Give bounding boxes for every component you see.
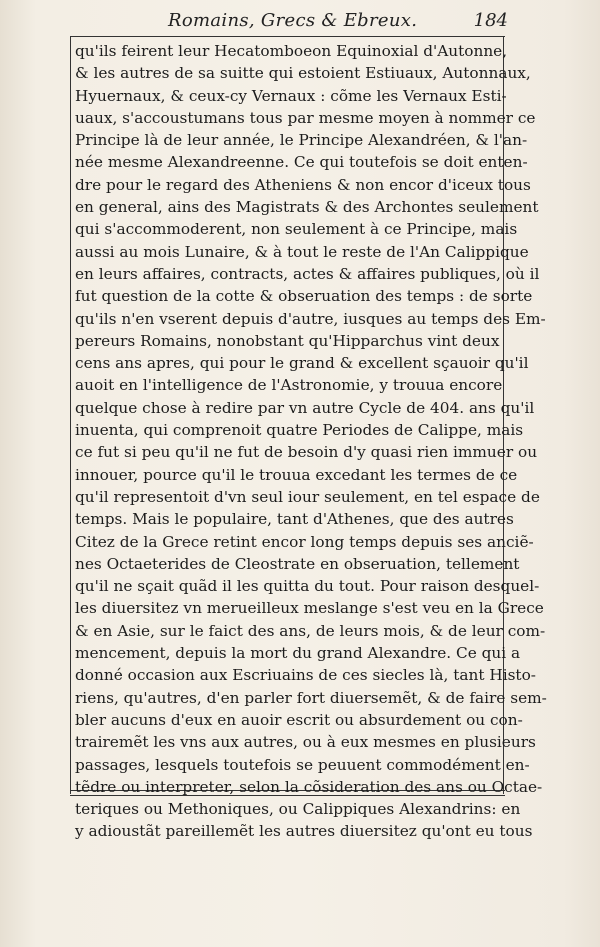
text-line: auoit en l'intelligence de l'Astronomie, y trouua encore <box>75 376 503 395</box>
text-line: en general, ains des Magistrats & des Archontes seulement <box>75 198 539 217</box>
text-line: Principe là de leur année, le Principe Alexandréen, & l'an- <box>75 131 528 150</box>
page-number: 184 <box>473 10 508 31</box>
text-line: nes Octaeterides de Cleostrate en obseruation, tellement <box>75 554 520 573</box>
text-line: aussi au mois Lunaire, & à tout le reste de l'An Calippique <box>75 242 529 261</box>
body-text <box>75 40 547 843</box>
text-line: trairemẽt les vns aux autres, ou à eux mesmes en plusieurs <box>75 733 536 752</box>
text-line: donné occasion aux Escriuains de ces siecles là, tant Histo- <box>75 666 536 685</box>
text-line: dre pour le regard des Atheniens & non encor d'iceux tous <box>75 175 531 194</box>
text-line: née mesme Alexandreenne. Ce qui toutefois se doit enten- <box>75 153 528 172</box>
text-line: cens ans apres, qui pour le grand & excellent sçauoir qu'il <box>75 354 529 373</box>
text-line: mencement, depuis la mort du grand Alexandre. Ce qui a <box>75 644 521 663</box>
text-line: Citez de la Grece retint encor long temps depuis ses anciẽ- <box>75 532 534 551</box>
text-line: qu'ils n'en vserent depuis d'autre, iusques au temps des Em- <box>75 309 546 328</box>
text-line: & les autres de sa suitte qui estoient Estiuaux, Autonnaux, <box>75 64 531 83</box>
text-line: y adioustãt pareillemẽt les autres diuersitez qu'ont eu tous <box>75 822 533 841</box>
text-line: Hyuernaux, & ceux-cy Vernaux : cõme les Vernaux Esti- <box>75 86 507 105</box>
text-line: quelque chose à redire par vn autre Cycle de 404. ans qu'il <box>75 398 535 417</box>
text-line: inuenta, qui comprenoit quatre Periodes de Calippe, mais <box>75 421 524 440</box>
text-line: teriques ou Methoniques, ou Calippiques Alexandrins: en <box>75 800 521 819</box>
text-line: les diuersitez vn merueilleux meslange s'est veu en la Grece <box>75 599 544 618</box>
text-line: qui s'accommoderent, non seulement à ce Principe, mais <box>75 220 518 239</box>
running-title: Romains, Grecs & Ebreux. <box>168 10 418 31</box>
text-line: uaux, s'accoustumans tous par mesme moyen à nommer ce <box>75 108 536 127</box>
text-line: riens, qu'autres, d'en parler fort diuersemẽt, & de faire sem- <box>75 688 547 707</box>
text-line: fut question de la cotte & obseruation des temps : de sorte <box>75 287 533 306</box>
text-line: qu'ils feirent leur Hecatomboeon Equinoxial d'Autonne, <box>75 42 508 60</box>
text-line: ce fut si peu qu'il ne fut de besoin d'y quasi rien immuer ou <box>75 443 538 462</box>
text-line: qu'il ne sçait quãd il les quitta du tout. Pour raison desquel- <box>75 577 540 596</box>
text-line: passages, lesquels toutefois se peuuent commodément en- <box>75 755 530 774</box>
text-line: & en Asie, sur le faict des ans, de leurs mois, & de leur com- <box>75 621 546 640</box>
text-line: tẽdre ou interpreter, selon la cõsideration des ans ou Octae- <box>75 777 543 796</box>
page-header <box>70 8 510 32</box>
text-line: qu'il representoit d'vn seul iour seulement, en tel espace de <box>75 487 540 506</box>
text-line: en leurs affaires, contracts, actes & affaires publiques, où il <box>75 264 540 283</box>
text-line: bler aucuns d'eux en auoir escrit ou absurdement ou con- <box>75 710 523 729</box>
text-line: temps. Mais le populaire, tant d'Athenes, que des autres <box>75 510 514 529</box>
text-line: innouer, pource qu'il le trouua excedant les termes de ce <box>75 465 518 484</box>
text-line: pereurs Romains, nonobstant qu'Hipparchus vint deux <box>75 331 500 350</box>
